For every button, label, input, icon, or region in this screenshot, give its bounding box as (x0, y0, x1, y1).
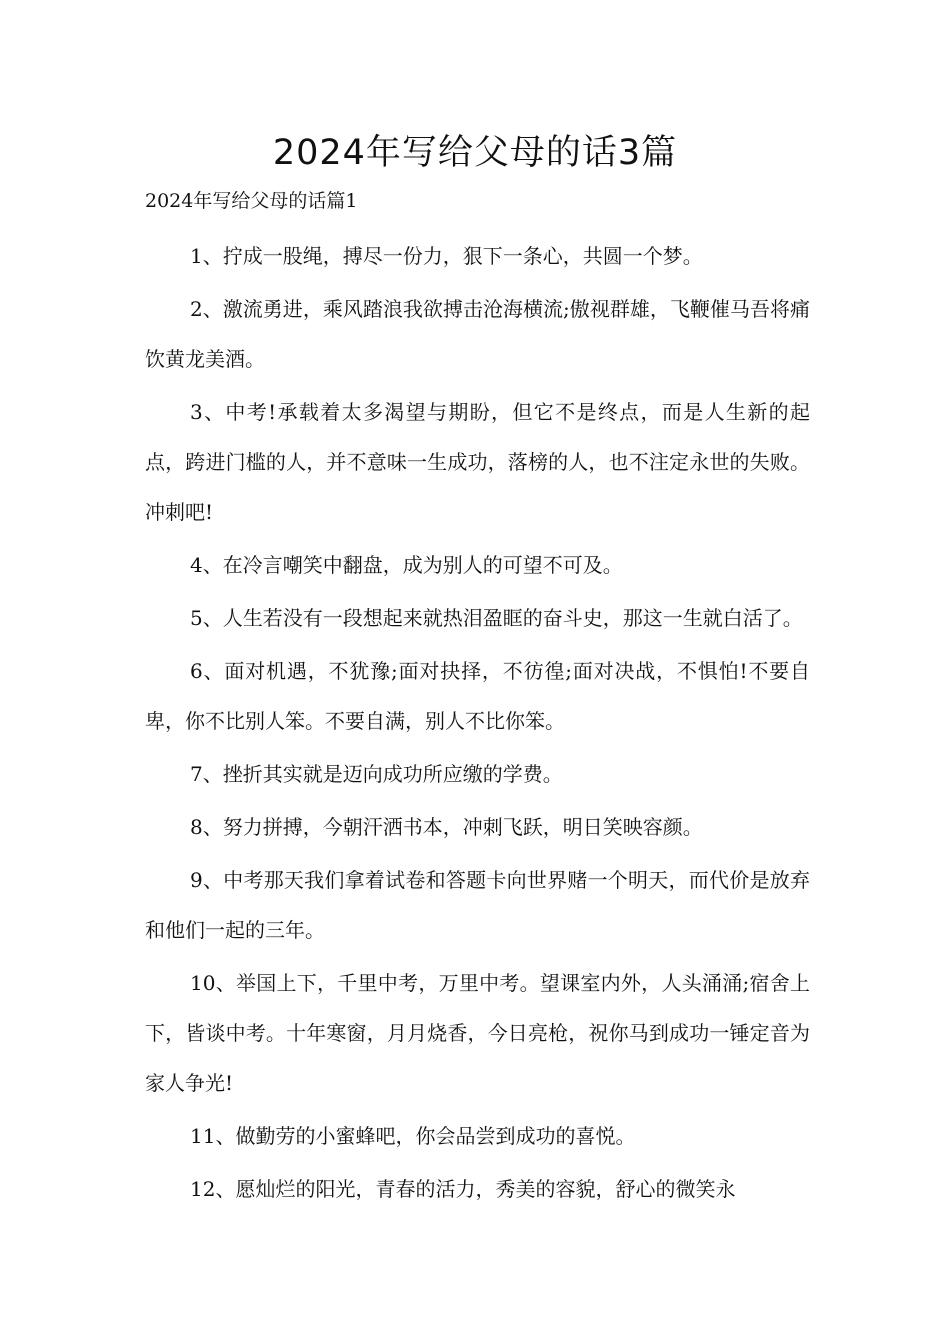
paragraph-10: 10、举国上下，千里中考，万里中考。望课室内外，人头涌涌;宿舍上下，皆谈中考。十年寒窗，月月烧香，今日亮枪，祝你马到成功一锤定音为家人争光! (145, 971, 810, 1095)
paragraph-4: 4、在冷言嘲笑中翻盘，成为别人的可望不可及。 (190, 553, 623, 577)
paragraph-5: 5、人生若没有一段想起来就热泪盈眶的奋斗史，那这一生就白活了。 (190, 606, 803, 630)
paragraph-2: 2、激流勇进，乘风踏浪我欲搏击沧海横流;傲视群雄，飞鞭催马吾将痛饮黄龙美酒。 (145, 297, 810, 371)
paragraph-12: 12、愿灿烂的阳光，青春的活力，秀美的容貌，舒心的微笑永 (190, 1177, 736, 1201)
section-heading: 2024年写给父母的话篇1 (145, 190, 358, 212)
document-body (145, 231, 810, 1217)
paragraph-11: 11、做勤劳的小蜜蜂吧，你会品尝到成功的喜悦。 (190, 1124, 636, 1148)
paragraph-7: 7、挫折其实就是迈向成功所应缴的学费。 (190, 762, 563, 786)
document-title: 2024年写给父母的话3篇 (272, 133, 678, 173)
paragraph-8: 8、努力拼搏，今朝汗洒书本，冲刺飞跃，明日笑映容颜。 (190, 815, 703, 839)
paragraph-6: 6、面对机遇，不犹豫;面对抉择，不彷徨;面对决战，不惧怕!不要自卑，你不比别人笨。不要自满，别人不比你笨。 (145, 659, 810, 733)
paragraph-3: 3、中考!承载着太多渴望与期盼，但它不是终点，而是人生新的起点，跨进门槛的人，并不意味一生成功，落榜的人，也不注定永世的失败。冲刺吧! (145, 400, 810, 524)
paragraph-1: 1、拧成一股绳，搏尽一份力，狠下一条心，共圆一个梦。 (190, 244, 703, 268)
paragraph-9: 9、中考那天我们拿着试卷和答题卡向世界赌一个明天，而代价是放弃和他们一起的三年。 (145, 868, 810, 942)
